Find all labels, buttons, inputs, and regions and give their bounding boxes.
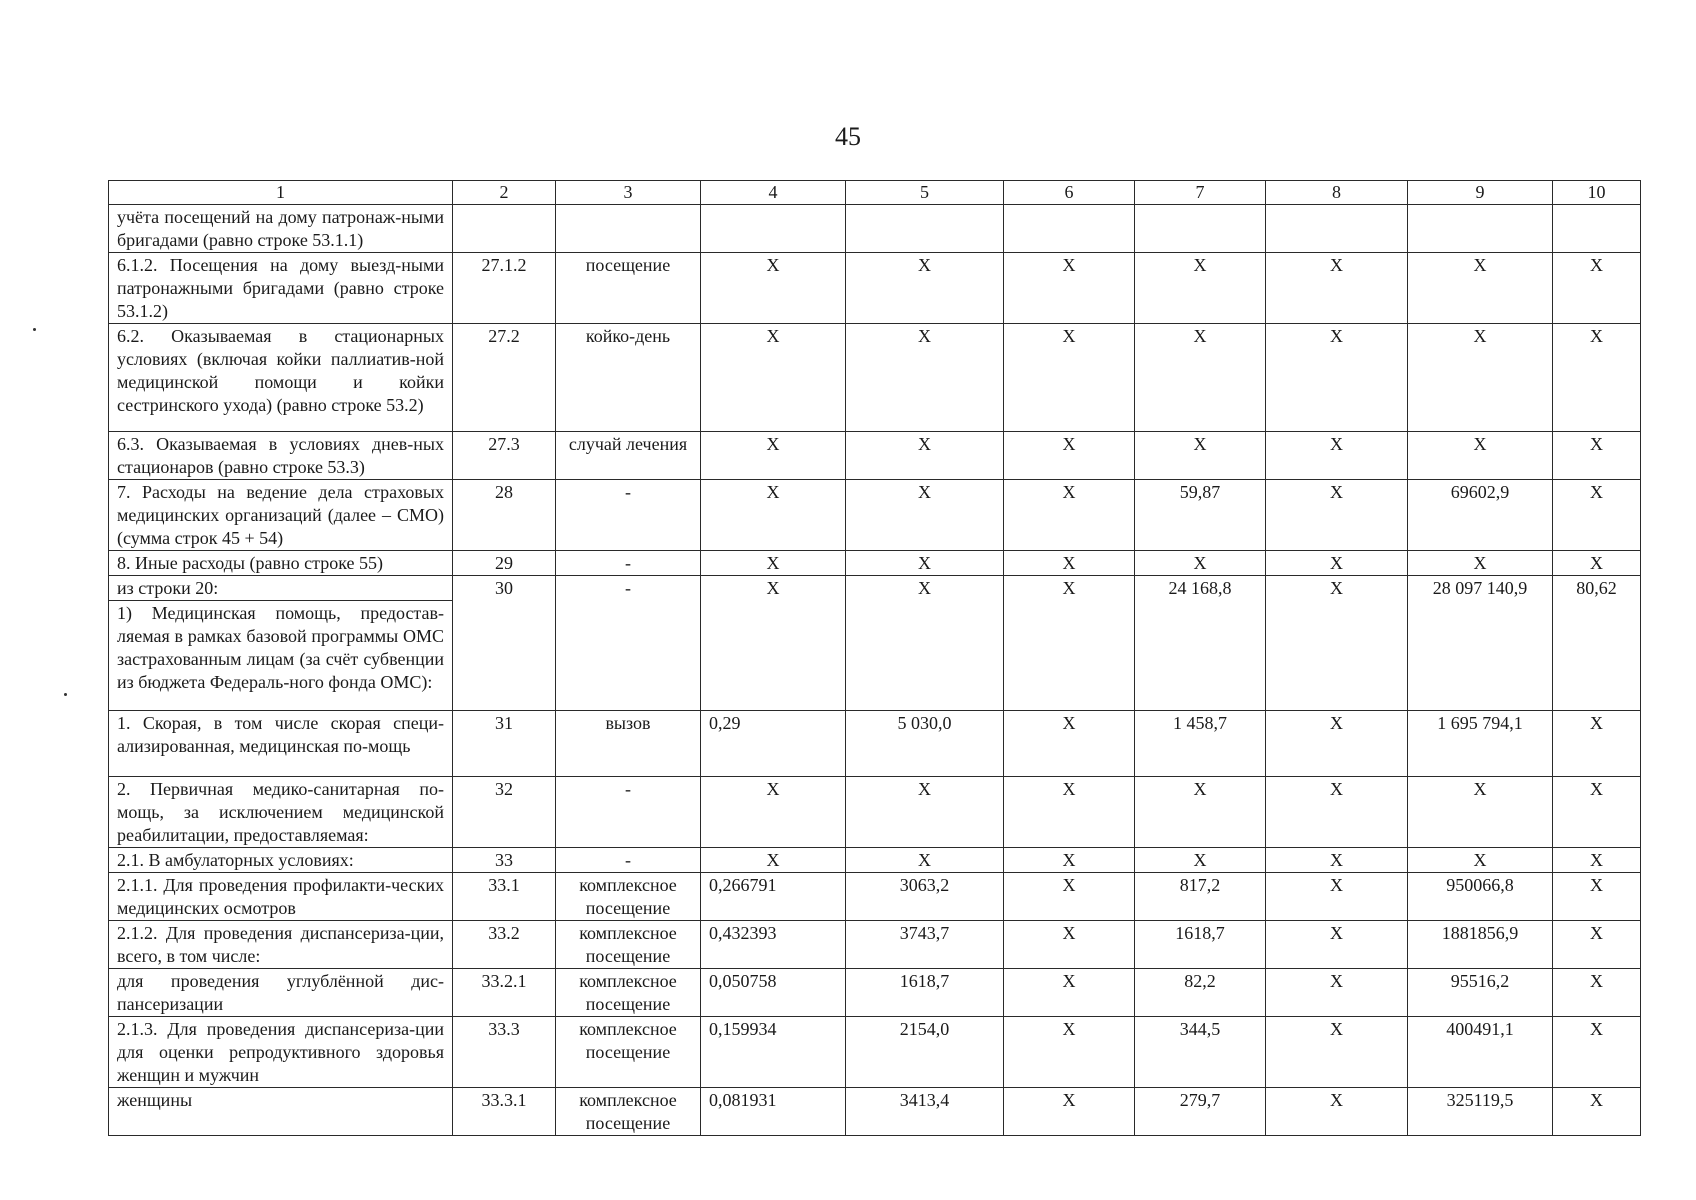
cell-c6: X (1004, 551, 1135, 576)
table-row (109, 324, 1641, 432)
cell-c10: X (1553, 1017, 1641, 1088)
cell-c8: X (1266, 777, 1408, 848)
row-unit: койко-день (556, 324, 701, 432)
cell-c6: X (1004, 848, 1135, 873)
cell-c4 (701, 205, 846, 253)
row-name: 2.1.2. Для проведения диспансериза-ции, всего, в том числе: (109, 921, 453, 969)
cell-c10: X (1553, 969, 1641, 1017)
cell-c9: X (1408, 253, 1553, 324)
cell-c5: X (846, 324, 1004, 432)
cell-c7: 59,87 (1135, 480, 1266, 551)
cell-c10: X (1553, 480, 1641, 551)
row-code: 28 (453, 480, 556, 551)
cell-c4: X (701, 480, 846, 551)
cell-c8: X (1266, 711, 1408, 777)
cell-c7: 344,5 (1135, 1017, 1266, 1088)
cell-c9: 1881856,9 (1408, 921, 1553, 969)
cell-c5: X (846, 848, 1004, 873)
table-row (109, 848, 1641, 873)
table-row (109, 873, 1641, 921)
page-number: 45 (835, 122, 861, 151)
cell-c5: X (846, 480, 1004, 551)
cell-c5: 3743,7 (846, 921, 1004, 969)
cell-c9: 950066,8 (1408, 873, 1553, 921)
table-row (109, 921, 1641, 969)
cell-c7: X (1135, 848, 1266, 873)
row-name-continued: 1) Медицинская помощь, предостав-ляемая в рамках базовой программы ОМС застрахованным лицам (за счёт субвенции из бюджета Федераль-ного фонда ОМС): (109, 601, 453, 711)
table-row (109, 777, 1641, 848)
cell-c5: 2154,0 (846, 1017, 1004, 1088)
column-number: 6 (1004, 181, 1135, 205)
cell-c7: 82,2 (1135, 969, 1266, 1017)
row-name: 1. Скорая, в том числе скорая специ-ализированная, медицинская по-мощь (109, 711, 453, 777)
cell-c6: X (1004, 1017, 1135, 1088)
row-name: 6.3. Оказываемая в условиях днев-ных стационаров (равно строке 53.3) (109, 432, 453, 480)
row-code: 33.3.1 (453, 1088, 556, 1136)
cell-c8: X (1266, 480, 1408, 551)
cell-c10: X (1553, 432, 1641, 480)
cell-c4: 0,050758 (701, 969, 846, 1017)
cell-c4: X (701, 777, 846, 848)
row-name: 2.1.1. Для проведения профилакти-ческих медицинских осмотров (109, 873, 453, 921)
cell-c6: X (1004, 480, 1135, 551)
row-unit: комплексное посещение (556, 921, 701, 969)
cell-c4: 0,432393 (701, 921, 846, 969)
column-number-row (109, 181, 1641, 205)
cell-c7: X (1135, 324, 1266, 432)
cell-c4: X (701, 324, 846, 432)
data-table (108, 180, 1641, 1136)
row-unit: комплексное посещение (556, 873, 701, 921)
table-row (109, 253, 1641, 324)
table-row (109, 1017, 1641, 1088)
cell-c10: X (1553, 253, 1641, 324)
cell-c8: X (1266, 921, 1408, 969)
column-number: 9 (1408, 181, 1553, 205)
row-name: 7. Расходы на ведение дела страховых медицинских организаций (далее – СМО) (сумма строк 45 + 54) (109, 480, 453, 551)
column-number: 10 (1553, 181, 1641, 205)
row-unit: вызов (556, 711, 701, 777)
cell-c5: 1618,7 (846, 969, 1004, 1017)
table-row (109, 576, 1641, 601)
cell-c7: X (1135, 551, 1266, 576)
cell-c8: X (1266, 848, 1408, 873)
cell-c7: X (1135, 253, 1266, 324)
row-unit: случай лечения (556, 432, 701, 480)
table-row (109, 1088, 1641, 1136)
cell-c9: X (1408, 432, 1553, 480)
cell-c5: X (846, 551, 1004, 576)
cell-c4: 0,081931 (701, 1088, 846, 1136)
cell-c8 (1266, 205, 1408, 253)
cell-c4: X (701, 848, 846, 873)
cell-c8: X (1266, 1088, 1408, 1136)
cell-c7: 24 168,8 (1135, 576, 1266, 711)
cell-c9: 69602,9 (1408, 480, 1553, 551)
cell-c6: X (1004, 777, 1135, 848)
cell-c7 (1135, 205, 1266, 253)
row-name: 6.2. Оказываемая в стационарных условиях (включая койки паллиатив-ной медицинской помощи и койки сестринского ухода) (равно строке 53.2) (109, 324, 453, 432)
cell-c6: X (1004, 921, 1135, 969)
scan-speck (64, 693, 67, 696)
cell-c5: X (846, 253, 1004, 324)
row-code: 33.1 (453, 873, 556, 921)
cell-c7: 1 458,7 (1135, 711, 1266, 777)
table-row (109, 432, 1641, 480)
cell-c10: X (1553, 777, 1641, 848)
row-unit: посещение (556, 253, 701, 324)
cell-c5: 5 030,0 (846, 711, 1004, 777)
row-name: учёта посещений на дому патронаж-ными бригадами (равно строке 53.1.1) (109, 205, 453, 253)
table-row (109, 205, 1641, 253)
row-name: 8. Иные расходы (равно строке 55) (109, 551, 453, 576)
cell-c10: X (1553, 551, 1641, 576)
table-row (109, 480, 1641, 551)
cell-c5: 3063,2 (846, 873, 1004, 921)
row-unit: - (556, 551, 701, 576)
row-code: 33.2.1 (453, 969, 556, 1017)
cell-c7: 279,7 (1135, 1088, 1266, 1136)
row-code: 31 (453, 711, 556, 777)
row-name: женщины (109, 1088, 453, 1136)
cell-c9: 325119,5 (1408, 1088, 1553, 1136)
cell-c6 (1004, 205, 1135, 253)
cell-c4: X (701, 576, 846, 711)
row-unit (556, 205, 701, 253)
cell-c4: 0,266791 (701, 873, 846, 921)
cell-c6: X (1004, 432, 1135, 480)
cell-c6: X (1004, 576, 1135, 711)
cell-c4: X (701, 432, 846, 480)
cell-c6: X (1004, 711, 1135, 777)
column-number: 5 (846, 181, 1004, 205)
cell-c9: 1 695 794,1 (1408, 711, 1553, 777)
row-unit: - (556, 480, 701, 551)
cell-c10 (1553, 205, 1641, 253)
row-code: 33 (453, 848, 556, 873)
row-code: 27.1.2 (453, 253, 556, 324)
cell-c9: X (1408, 777, 1553, 848)
cell-c5: 3413,4 (846, 1088, 1004, 1136)
cell-c8: X (1266, 1017, 1408, 1088)
column-number: 1 (109, 181, 453, 205)
row-name: 2. Первичная медико-санитарная по-мощь, за исключением медицинской реабилитации, предоставляемая: (109, 777, 453, 848)
row-name: 2.1.3. Для проведения диспансериза-ции для оценки репродуктивного здоровья женщин и мужчин (109, 1017, 453, 1088)
row-name: 6.1.2. Посещения на дому выезд-ными патронажными бригадами (равно строке 53.1.2) (109, 253, 453, 324)
cell-c5: X (846, 432, 1004, 480)
table-row (109, 551, 1641, 576)
column-number: 2 (453, 181, 556, 205)
row-code: 33.3 (453, 1017, 556, 1088)
row-name: 2.1. В амбулаторных условиях: (109, 848, 453, 873)
cell-c9 (1408, 205, 1553, 253)
cell-c10: X (1553, 1088, 1641, 1136)
cell-c10: X (1553, 711, 1641, 777)
cell-c9: 400491,1 (1408, 1017, 1553, 1088)
row-unit: - (556, 777, 701, 848)
scan-speck (33, 328, 36, 331)
cell-c6: X (1004, 324, 1135, 432)
row-code: 27.2 (453, 324, 556, 432)
cell-c10: X (1553, 848, 1641, 873)
row-name: из строки 20: (109, 576, 453, 601)
cell-c8: X (1266, 576, 1408, 711)
row-unit: - (556, 848, 701, 873)
row-unit: - (556, 576, 701, 711)
row-code: 27.3 (453, 432, 556, 480)
cell-c6: X (1004, 969, 1135, 1017)
cell-c4: 0,159934 (701, 1017, 846, 1088)
row-unit: комплексное посещение (556, 1017, 701, 1088)
row-name: для проведения углублённой дис-пансеризации (109, 969, 453, 1017)
cell-c8: X (1266, 551, 1408, 576)
table-row (109, 711, 1641, 777)
cell-c6: X (1004, 873, 1135, 921)
cell-c9: 28 097 140,9 (1408, 576, 1553, 711)
cell-c10: X (1553, 921, 1641, 969)
row-code: 32 (453, 777, 556, 848)
cell-c4: X (701, 253, 846, 324)
cell-c5: X (846, 576, 1004, 711)
row-unit: комплексное посещение (556, 969, 701, 1017)
cell-c9: X (1408, 848, 1553, 873)
cell-c8: X (1266, 969, 1408, 1017)
cell-c10: X (1553, 873, 1641, 921)
cell-c4: 0,29 (701, 711, 846, 777)
column-number: 4 (701, 181, 846, 205)
cell-c9: X (1408, 551, 1553, 576)
cell-c5 (846, 205, 1004, 253)
cell-c5: X (846, 777, 1004, 848)
cell-c8: X (1266, 253, 1408, 324)
cell-c7: X (1135, 432, 1266, 480)
row-code (453, 205, 556, 253)
cell-c7: 1618,7 (1135, 921, 1266, 969)
cell-c9: X (1408, 324, 1553, 432)
column-number: 8 (1266, 181, 1408, 205)
cell-c9: 95516,2 (1408, 969, 1553, 1017)
row-code: 29 (453, 551, 556, 576)
cell-c4: X (701, 551, 846, 576)
column-number: 7 (1135, 181, 1266, 205)
column-number: 3 (556, 181, 701, 205)
cell-c8: X (1266, 432, 1408, 480)
row-code: 33.2 (453, 921, 556, 969)
cell-c7: 817,2 (1135, 873, 1266, 921)
cell-c8: X (1266, 324, 1408, 432)
cell-c6: X (1004, 253, 1135, 324)
cell-c8: X (1266, 873, 1408, 921)
row-unit: комплексное посещение (556, 1088, 701, 1136)
table-row (109, 969, 1641, 1017)
cell-c10: X (1553, 324, 1641, 432)
cell-c10: 80,62 (1553, 576, 1641, 711)
row-code: 30 (453, 576, 556, 711)
cell-c7: X (1135, 777, 1266, 848)
cell-c6: X (1004, 1088, 1135, 1136)
